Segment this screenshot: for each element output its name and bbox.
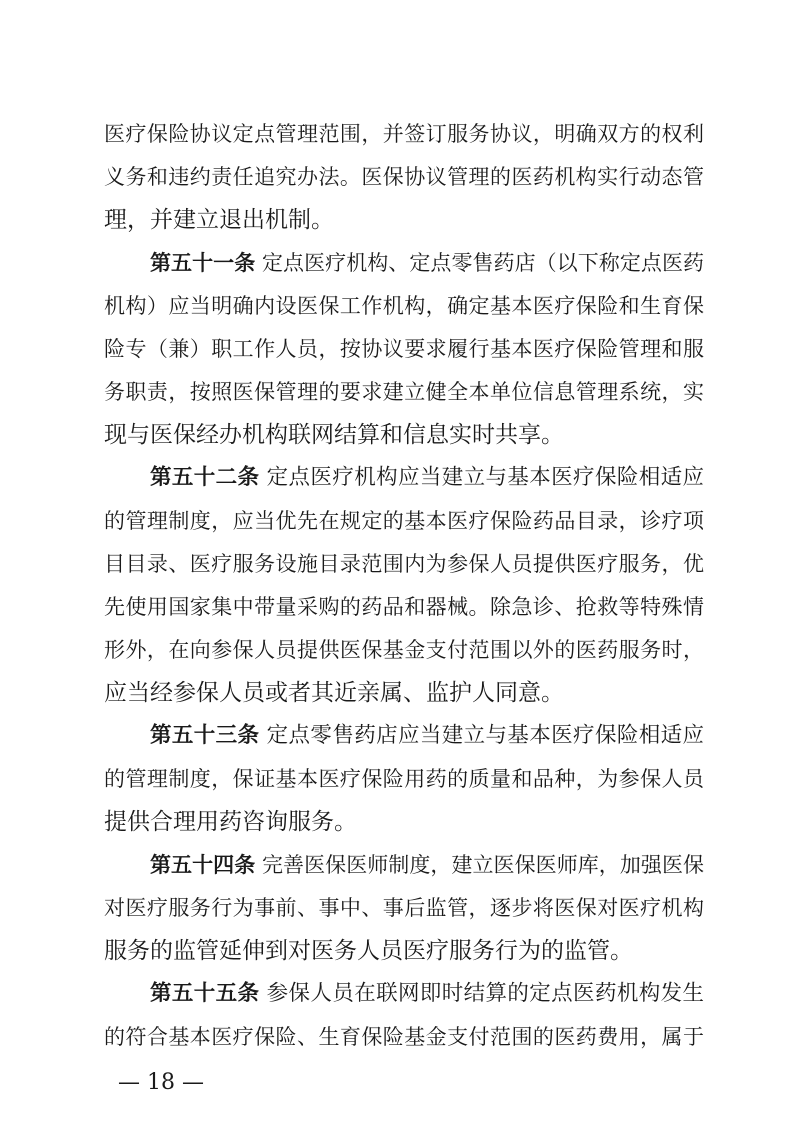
line-text: 目目录、医疗服务设施目录范围内为参保人员提供医疗服务，优 xyxy=(104,552,704,576)
line-text: 完善医保医师制度，建立医保医师库，加强医保 xyxy=(255,853,704,877)
text-line xyxy=(104,1017,704,1057)
line-text: 义务和违约责任追究办法。医保协议管理的医药机构实行动态管 xyxy=(104,165,704,189)
text-line xyxy=(104,372,704,412)
text-line xyxy=(104,759,704,799)
line-text: 对医疗服务行为事前、事中、事后监管，逐步将医保对医疗机构 xyxy=(104,896,704,920)
article-heading: 第五十二条 xyxy=(150,465,260,490)
page-number: — 18 — xyxy=(118,1070,204,1095)
line-text: 服务的监管延伸到对医务人员医疗服务行为的监管。 xyxy=(104,938,633,964)
line-text: 的管理制度，应当优先在规定的基本医疗保险药品目录，诊疗项 xyxy=(104,509,704,533)
line-text: 参保人员在联网即时结算的定点医药机构发生 xyxy=(259,981,704,1006)
line-text: 定点医疗机构应当建立与基本医疗保险相适应 xyxy=(259,465,704,490)
article-heading: 第五十一条 xyxy=(150,251,256,275)
line-text: 的符合基本医疗保险、生育保险基金支付范围的医药费用，属于 xyxy=(104,1025,704,1049)
text-line xyxy=(104,200,704,240)
article-heading: 第五十五条 xyxy=(150,981,260,1006)
line-text: 定点零售药店应当建立与基本医疗保险相适应 xyxy=(259,723,704,748)
line-text: 提供合理用药咨询服务。 xyxy=(104,809,357,835)
text-line xyxy=(104,587,704,627)
text-line xyxy=(104,673,704,713)
text-line xyxy=(104,888,704,928)
line-text: 形外，在向参保人员提供医保基金支付范围以外的医药服务时， xyxy=(104,638,704,662)
article-52-line xyxy=(150,458,704,498)
line-text: 机构）应当明确内设医保工作机构，确定基本医疗保险和生育保 xyxy=(104,294,704,318)
article-51-line xyxy=(150,243,704,283)
line-text: 定点医疗机构、定点零售药店（以下称定点医药 xyxy=(255,251,704,275)
line-text: 险专（兼）职工作人员，按协议要求履行基本医疗保险管理和服 xyxy=(104,337,704,361)
line-text: 的管理制度，保证基本医疗保险用药的质量和品种，为参保人员 xyxy=(104,767,704,791)
text-line xyxy=(104,415,704,455)
line-text: 现与医保经办机构联网结算和信息实时共享。 xyxy=(104,422,564,448)
text-line xyxy=(104,286,704,326)
article-54-line xyxy=(150,845,704,885)
article-53-line xyxy=(150,716,704,756)
line-text: 务职责，按照医保管理的要求建立健全本单位信息管理系统，实 xyxy=(104,380,704,404)
text-line xyxy=(104,329,704,369)
text-line xyxy=(104,802,704,842)
article-55-line xyxy=(150,974,704,1014)
line-text: 理，并建立退出机制。 xyxy=(104,207,334,233)
text-line xyxy=(104,544,704,584)
article-heading: 第五十三条 xyxy=(150,723,260,748)
text-line xyxy=(104,114,704,154)
line-text: 先使用国家集中带量采购的药品和器械。除急诊、抢救等特殊情 xyxy=(104,595,704,619)
text-line xyxy=(104,501,704,541)
line-text: 应当经参保人员或者其近亲属、监护人同意。 xyxy=(104,680,564,706)
text-line xyxy=(104,157,704,197)
text-line xyxy=(104,931,704,971)
text-line xyxy=(104,630,704,670)
article-heading: 第五十四条 xyxy=(150,853,256,877)
line-text: 医疗保险协议定点管理范围，并签订服务协议，明确双方的权利 xyxy=(104,122,704,146)
